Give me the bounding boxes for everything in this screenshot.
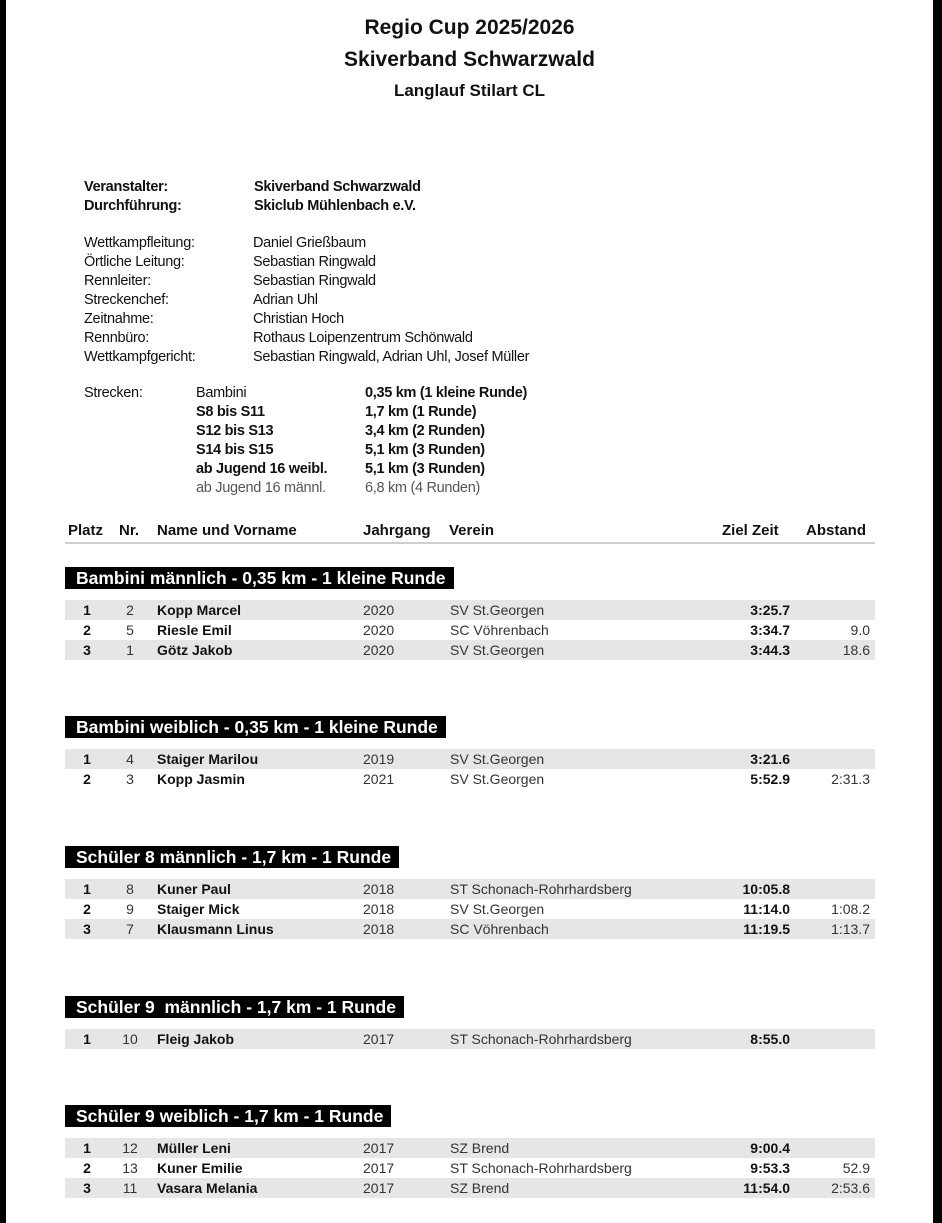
table-row xyxy=(65,1178,875,1198)
cell-verein: SZ Brend xyxy=(450,1180,510,1196)
track-distance: 3,4 km (2 Runden) xyxy=(365,423,485,439)
cell-name: Götz Jakob xyxy=(157,642,233,658)
cell-abstand: 2:31.3 xyxy=(831,771,870,787)
cell-nr: 8 xyxy=(126,881,134,897)
category-heading: Schüler 9 weiblich - 1,7 km - 1 Runde xyxy=(65,1105,391,1127)
cell-verein: SV St.Georgen xyxy=(450,901,545,917)
column-header-name: Name und Vorname xyxy=(157,522,297,539)
table-row xyxy=(65,640,875,660)
table-row xyxy=(65,749,875,769)
cell-nr: 12 xyxy=(122,1140,138,1156)
cell-jahrgang: 2017 xyxy=(363,1160,395,1176)
cell-zeit: 9:53.3 xyxy=(750,1160,790,1176)
cell-zeit: 3:25.7 xyxy=(750,602,790,618)
official-label: Streckenchef: xyxy=(84,292,169,308)
track-class: S8 bis S11 xyxy=(196,404,265,420)
organization-title: Skiverband Schwarzwald xyxy=(344,48,595,71)
cell-verein: SC Vöhrenbach xyxy=(450,921,549,937)
organizer-value: Skiclub Mühlenbach e.V. xyxy=(254,198,416,214)
cell-abstand: 18.6 xyxy=(842,642,870,658)
cell-platz: 2 xyxy=(83,771,91,787)
column-header-jahrgang: Jahrgang xyxy=(363,522,431,539)
column-header-platz: Platz xyxy=(68,522,104,539)
cell-nr: 2 xyxy=(126,602,134,618)
cell-name: Riesle Emil xyxy=(157,622,232,638)
cell-jahrgang: 2020 xyxy=(363,602,395,618)
cell-name: Müller Leni xyxy=(157,1140,231,1156)
organizer-labels xyxy=(84,178,182,216)
category-heading: Bambini weiblich - 0,35 km - 1 kleine Runde xyxy=(65,716,446,738)
cell-abstand: 2:53.6 xyxy=(831,1180,870,1196)
cell-platz: 2 xyxy=(83,622,91,638)
column-header-zeit: Ziel Zeit xyxy=(722,522,779,539)
cell-zeit: 11:14.0 xyxy=(743,901,790,917)
cell-nr: 9 xyxy=(126,901,134,917)
table-row xyxy=(65,1138,875,1158)
tracks-classes xyxy=(196,384,327,498)
track-class: ab Jugend 16 männl. xyxy=(196,480,326,496)
header-divider xyxy=(65,542,875,544)
official-label: Wettkampfleitung: xyxy=(84,235,195,251)
cell-platz: 1 xyxy=(83,881,91,897)
cell-abstand: 1:08.2 xyxy=(831,901,870,917)
cell-jahrgang: 2018 xyxy=(363,881,395,897)
cell-verein: SZ Brend xyxy=(450,1140,510,1156)
cell-platz: 2 xyxy=(83,1160,91,1176)
column-header-nr: Nr. xyxy=(119,522,140,539)
official-value: Daniel Grießbaum xyxy=(253,235,366,251)
cell-zeit: 10:05.8 xyxy=(742,881,790,897)
officials-labels xyxy=(84,234,195,367)
cell-zeit: 11:19.5 xyxy=(743,921,790,937)
cell-name: Kuner Emilie xyxy=(157,1160,243,1176)
cell-zeit: 3:44.3 xyxy=(750,642,790,658)
track-distance: 0,35 km (1 kleine Runde) xyxy=(365,385,528,401)
discipline-title: Langlauf Stilart CL xyxy=(393,81,546,100)
table-row xyxy=(65,600,875,620)
cell-jahrgang: 2017 xyxy=(363,1140,395,1156)
tracks-label: Strecken: xyxy=(84,385,143,401)
official-label: Rennleiter: xyxy=(84,273,151,289)
cell-platz: 3 xyxy=(83,921,91,937)
official-label: Örtliche Leitung: xyxy=(84,254,185,270)
cell-jahrgang: 2021 xyxy=(363,771,395,787)
cell-jahrgang: 2020 xyxy=(363,622,395,638)
official-value: Sebastian Ringwald xyxy=(253,254,376,270)
cell-name: Klausmann Linus xyxy=(157,921,274,937)
cell-abstand: 9.0 xyxy=(850,622,870,638)
table-row xyxy=(65,919,875,939)
cell-nr: 13 xyxy=(122,1160,138,1176)
track-distance: 5,1 km (3 Runden) xyxy=(365,461,485,477)
cell-verein: ST Schonach-Rohrhardsberg xyxy=(450,881,632,897)
category-heading: Bambini männlich - 0,35 km - 1 kleine Runde xyxy=(65,567,454,589)
track-class: Bambini xyxy=(196,385,247,401)
cell-zeit: 9:00.4 xyxy=(750,1140,790,1156)
cell-platz: 2 xyxy=(83,901,91,917)
cell-zeit: 3:21.6 xyxy=(750,751,790,767)
cell-nr: 10 xyxy=(122,1031,138,1047)
cell-verein: SV St.Georgen xyxy=(450,751,545,767)
category-heading: Schüler 9 männlich - 1,7 km - 1 Runde xyxy=(65,996,404,1018)
cell-platz: 1 xyxy=(83,751,91,767)
cell-nr: 4 xyxy=(126,751,134,767)
cell-nr: 3 xyxy=(126,771,134,787)
table-row xyxy=(65,1029,875,1049)
officials-values xyxy=(253,234,529,367)
organizer-values xyxy=(254,178,421,216)
cell-jahrgang: 2017 xyxy=(363,1031,395,1047)
organizer-label: Veranstalter: xyxy=(84,179,168,195)
official-label: Zeitnahme: xyxy=(84,311,154,327)
cell-platz: 1 xyxy=(83,602,91,618)
cell-abstand: 1:13.7 xyxy=(831,921,870,937)
cell-nr: 1 xyxy=(126,642,134,658)
cell-verein: SV St.Georgen xyxy=(450,642,545,658)
cell-jahrgang: 2019 xyxy=(363,751,395,767)
cell-zeit: 11:54.0 xyxy=(743,1180,790,1196)
cell-jahrgang: 2017 xyxy=(363,1180,395,1196)
cell-name: Staiger Mick xyxy=(157,901,240,917)
cell-verein: SV St.Georgen xyxy=(450,602,545,618)
table-row xyxy=(65,769,875,789)
cell-zeit: 8:55.0 xyxy=(750,1031,790,1047)
track-class: S14 bis S15 xyxy=(196,442,274,458)
cell-jahrgang: 2018 xyxy=(363,901,395,917)
cell-zeit: 3:34.7 xyxy=(750,622,790,638)
cell-zeit: 5:52.9 xyxy=(750,771,790,787)
track-class: S12 bis S13 xyxy=(196,423,274,439)
document-title: Regio Cup 2025/2026 xyxy=(364,16,575,39)
track-class: ab Jugend 16 weibl. xyxy=(196,461,328,477)
cell-verein: ST Schonach-Rohrhardsberg xyxy=(450,1031,632,1047)
results-page xyxy=(6,0,933,1223)
cell-name: Kopp Jasmin xyxy=(157,771,245,787)
cell-platz: 1 xyxy=(83,1031,91,1047)
cell-platz: 3 xyxy=(83,642,91,658)
cell-name: Kopp Marcel xyxy=(157,602,242,618)
organizer-value: Skiverband Schwarzwald xyxy=(254,179,421,195)
column-header-verein: Verein xyxy=(449,522,495,539)
official-label: Wettkampfgericht: xyxy=(84,349,196,365)
official-value: Adrian Uhl xyxy=(253,292,318,308)
tracks-distances xyxy=(365,384,527,498)
cell-jahrgang: 2020 xyxy=(363,642,395,658)
cell-nr: 5 xyxy=(126,622,134,638)
official-value: Sebastian Ringwald xyxy=(253,273,376,289)
official-value: Sebastian Ringwald, Adrian Uhl, Josef Müller xyxy=(253,349,530,365)
track-distance: 6,8 km (4 Runden) xyxy=(365,480,480,496)
official-value: Christian Hoch xyxy=(253,311,344,327)
cell-nr: 7 xyxy=(126,921,134,937)
table-row xyxy=(65,899,875,919)
cell-name: Kuner Paul xyxy=(157,881,231,897)
official-label: Rennbüro: xyxy=(84,330,150,346)
cell-verein: ST Schonach-Rohrhardsberg xyxy=(450,1160,632,1176)
cell-platz: 1 xyxy=(83,1140,91,1156)
cell-name: Staiger Marilou xyxy=(157,751,259,767)
table-row xyxy=(65,620,875,640)
category-heading: Schüler 8 männlich - 1,7 km - 1 Runde xyxy=(65,846,399,868)
table-row xyxy=(65,1158,875,1178)
cell-nr: 11 xyxy=(122,1180,138,1196)
cell-platz: 3 xyxy=(83,1180,91,1196)
cell-name: Fleig Jakob xyxy=(157,1031,235,1047)
cell-verein: SC Vöhrenbach xyxy=(450,622,549,638)
track-distance: 5,1 km (3 Runden) xyxy=(365,442,485,458)
cell-jahrgang: 2018 xyxy=(363,921,395,937)
cell-name: Vasara Melania xyxy=(157,1180,258,1196)
official-value: Rothaus Loipenzentrum Schönwald xyxy=(253,330,473,346)
column-header-abstand: Abstand xyxy=(806,522,866,539)
track-distance: 1,7 km (1 Runde) xyxy=(365,404,477,420)
organizer-label: Durchführung: xyxy=(84,198,182,214)
cell-verein: SV St.Georgen xyxy=(450,771,545,787)
table-row xyxy=(65,879,875,899)
cell-abstand: 52.9 xyxy=(842,1160,870,1176)
